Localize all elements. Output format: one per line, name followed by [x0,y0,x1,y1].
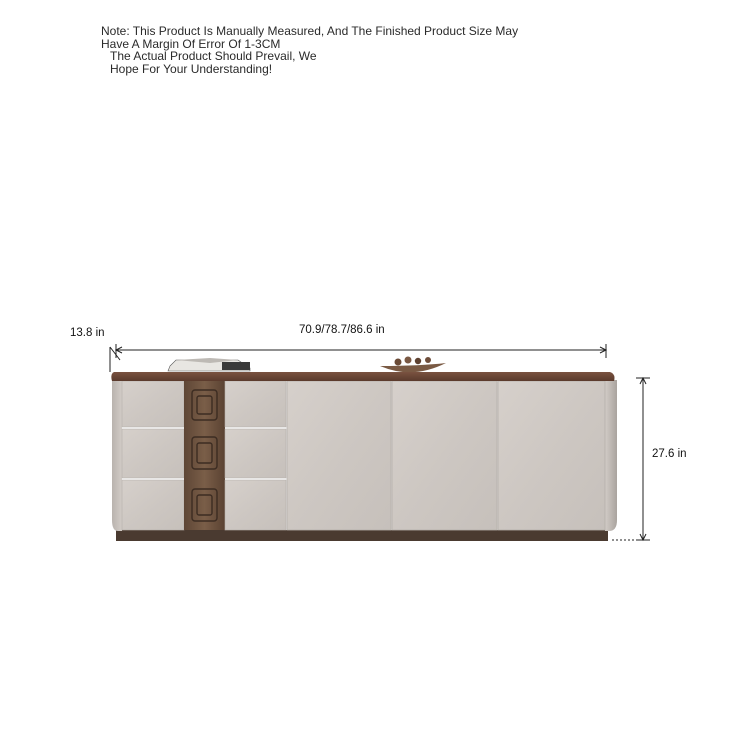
cabinet-door-1 [287,381,391,530]
width-dimension-line [116,344,606,358]
book-decor [168,358,250,371]
drawer-right-2 [225,429,286,478]
bowl-decor [380,357,446,373]
depth-label: 13.8 in [70,327,105,339]
walnut-top [111,372,614,381]
height-dimension-line [612,378,650,540]
drawer-left-1 [122,381,184,427]
note-line-4: Hope For Your Understanding! [110,61,273,76]
drawer-right-3 [225,480,286,530]
height-label: 27.6 in [652,448,687,460]
left-side-panel [112,380,122,531]
bronze-handle-strip [184,381,225,530]
drawer-left-3 [122,480,184,530]
cabinet-base [116,530,608,541]
sideboard-cabinet [111,372,617,541]
width-label: 70.9/78.7/86.6 in [299,324,385,336]
right-side-panel [605,380,617,531]
drawer-left-2 [122,429,184,478]
cabinet-door-3 [498,381,605,530]
drawer-right-1 [225,381,286,427]
note-line-3: The Actual Product Should Prevail, We [110,49,317,63]
cabinet-door-2 [392,381,497,530]
note-line-2: Have A Margin Of Error Of 1-3CM [101,36,281,51]
note-line-1: Note: This Product Is Manually Measured, And The Finished Product Size May [101,24,519,38]
